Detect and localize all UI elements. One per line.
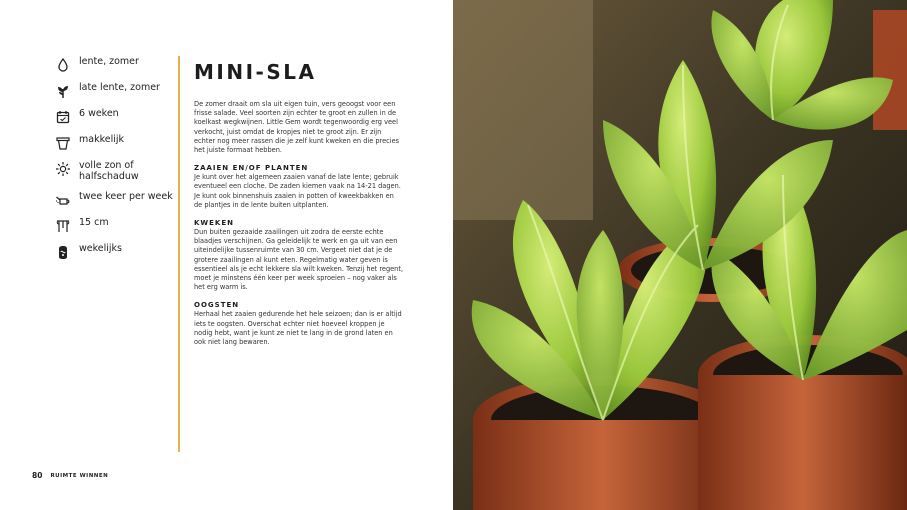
fact-planting-season: late lente, zomer bbox=[55, 82, 175, 99]
accent-divider bbox=[178, 56, 180, 452]
left-page bbox=[0, 0, 453, 510]
lettuce-illustration bbox=[453, 0, 907, 510]
page-number: 80 bbox=[32, 471, 43, 480]
fact-watering: twee keer per week bbox=[55, 191, 175, 208]
fact-duration: 6 weken bbox=[55, 108, 175, 125]
spacing-icon bbox=[55, 218, 71, 234]
fact-sowing-season: lente, zomer bbox=[55, 56, 175, 73]
fact-difficulty: makkelijk bbox=[55, 134, 175, 151]
section-text-harvest: Herhaal het zaaien gedurende het hele seizoen; dan is er altijd iets te oogsten. Overschat echter niet hoeveel kroppen je nodig hebt, want je kunt ze niet te lang in de grond laten en ook niet lang bewaren. bbox=[194, 310, 402, 347]
section-text-growing: Dun buiten gezaaide zaailingen uit zodra de eerste echte blaadjes verschijnen. Ga geleidelijk te werk en ga uit van een uiteindelijke tussenruimte van 30 cm. Vergeet niet dat je de grotere zaailingen al kunt eten. Regelmatig water geven is essentieel als je echt lekkere sla wilt kweken. Tenzij het regent, moet je minstens één keer per week sproeien – nog vaker als het erg warm is. bbox=[194, 228, 404, 292]
page-footer bbox=[32, 471, 108, 480]
fertilizer-icon bbox=[55, 244, 71, 260]
calendar-icon bbox=[55, 109, 71, 125]
plant-facts-sidebar bbox=[55, 56, 175, 269]
sun-icon bbox=[55, 161, 71, 177]
page-title: MINI-SLA bbox=[194, 60, 317, 84]
sprout-icon bbox=[55, 83, 71, 99]
pot-icon bbox=[55, 135, 71, 151]
fact-spacing: 15 cm bbox=[55, 217, 175, 234]
section-text-sowing: Je kunt over het algemeen zaaien vanaf de late lente; gebruik eventueel een cloche. De zaden kiemen vaak na 14-21 dagen. Je kunt ook binnenshuis zaaien in potten of kweekbakken en de plantjes in de lente buiten uitplanten. bbox=[194, 173, 401, 209]
watering-can-icon bbox=[55, 192, 71, 208]
section-heading-sowing: ZAAIEN EN/OF PLANTEN bbox=[194, 164, 309, 173]
intro-paragraph: De zomer draait om sla uit eigen tuin, vers geoogst voor een frisse salade. Veel soorten zijn echter te groot en zullen in de koelkast wegkwijnen. Little Gem wordt tegenwoordig erg veel verkocht, juist omdat de kropjes niet te groot zijn. Er zijn echter nog meer rassen die je zelf kunt kweken en die precies het juiste formaat hebben. bbox=[194, 100, 400, 155]
lettuce-photo bbox=[453, 0, 907, 510]
section-heading-harvest: OOGSTEN bbox=[194, 301, 240, 310]
seed-icon bbox=[55, 57, 71, 73]
running-section-name: RUIMTE WINNEN bbox=[50, 472, 109, 479]
fact-light: volle zon of halfschaduw bbox=[55, 160, 175, 182]
article-body bbox=[194, 60, 404, 356]
fact-feeding: wekelijks bbox=[55, 243, 175, 260]
section-heading-growing: KWEKEN bbox=[194, 219, 234, 228]
